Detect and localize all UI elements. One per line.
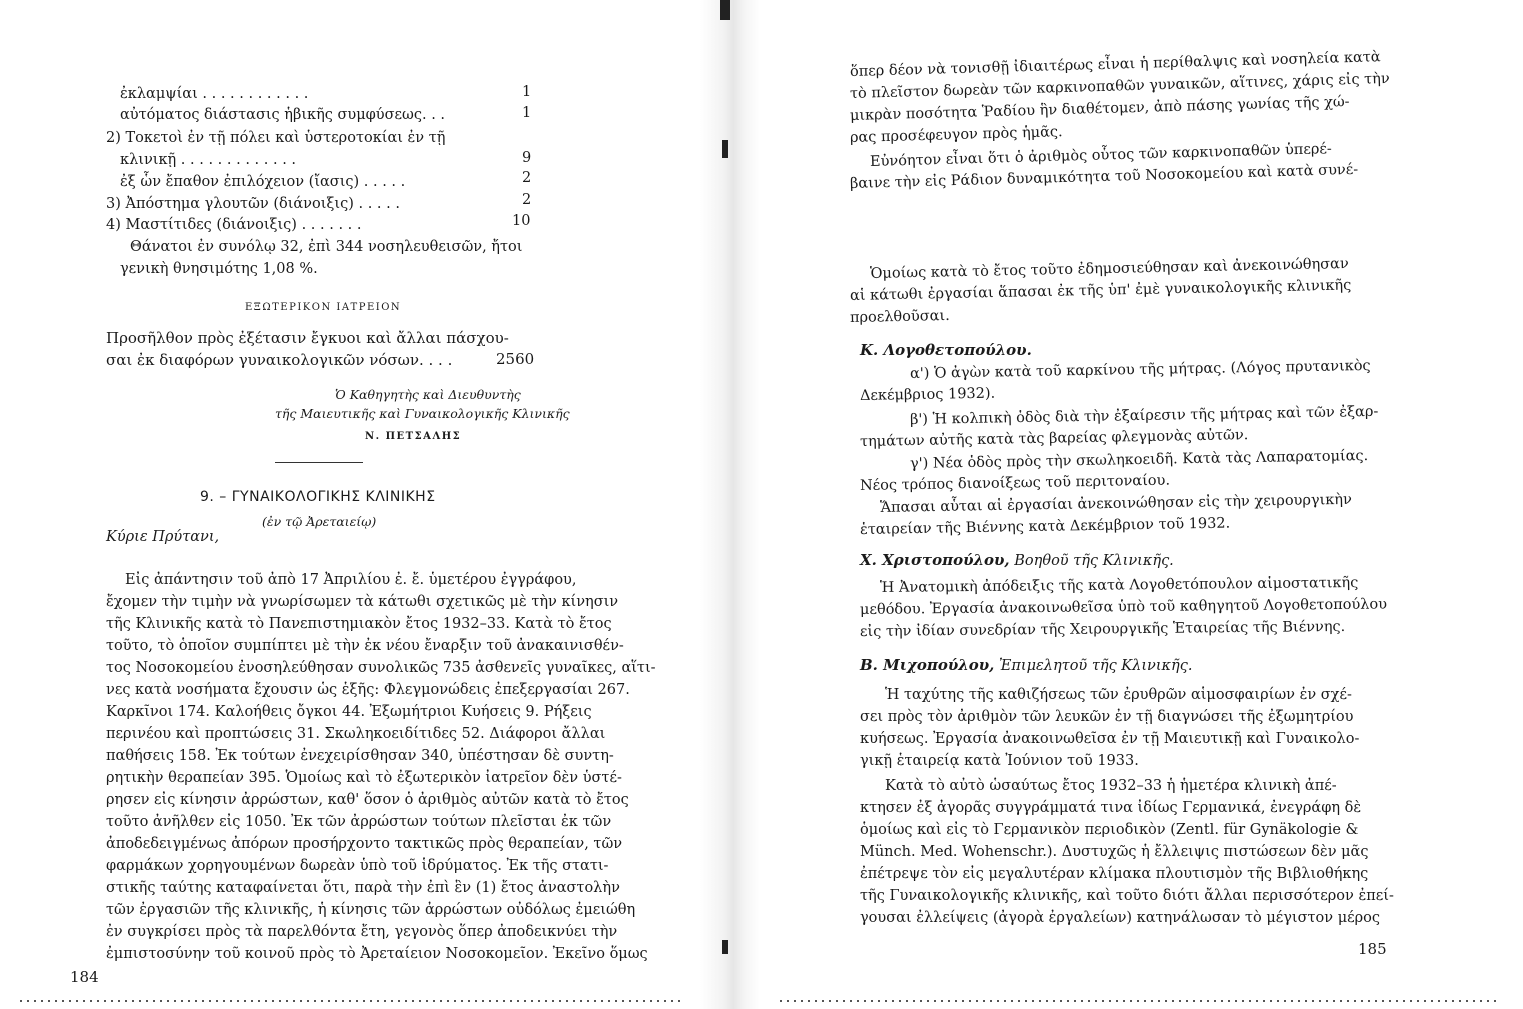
- list-item: κλινικῇ . . . . . . . . . . . . .: [120, 152, 297, 168]
- left-page: [0, 0, 700, 1009]
- list-item-count: 1: [522, 84, 532, 100]
- work-line: β') Ἡ κολπικὴ ὁδὸς διὰ τὴν ἐξαίρεσιν τῆς μήτρας καὶ τῶν ἐξαρ-: [909, 403, 1379, 428]
- author-heading: [860, 655, 1192, 676]
- list-item-count: 1: [522, 105, 532, 121]
- body-line: ρησεν εἰς κίνησιν ἀρρώστων, καθ' ὅσον ὁ ἀριθμὸς αὐτῶν κατὰ τὸ ἔτος: [106, 792, 629, 808]
- body-line: περινέου καὶ προπτώσεις 31. Σκωληκοειδίτιδες 52. Διάφοροι ἄλλαι: [106, 726, 606, 742]
- list-item: αὐτόματος διάστασις ἡβικῆς συμφύσεως. . .: [120, 107, 446, 123]
- page-number: 184: [70, 968, 99, 986]
- author-heading: [860, 550, 1174, 571]
- list-item: 2) Τοκετοὶ ἐν τῇ πόλει καὶ ὑστεροτοκίαι ἐν τῇ: [106, 130, 446, 146]
- work-line: τημάτων αὐτῆς κατὰ τὰς βαρείας φλεγμονὰς αὐτῶν.: [859, 427, 1249, 450]
- work-line: α') Ὁ ἀγὼν κατὰ τοῦ καρκίνου τῆς μήτρας. (Λόγος πρυτανικὸς: [909, 357, 1371, 382]
- body-line: τῆς Κλινικῆς κατὰ τὸ Πανεπιστημιακὸν ἔτος 1932–33. Κατὰ τὸ ἔτος: [106, 616, 612, 632]
- gutter-shadow-mark: [720, 0, 730, 20]
- signature-role: Ὁ Καθηγητὴς καὶ Διευθυντὴς: [335, 387, 521, 402]
- author-heading: Κ. Λογοθετοπούλου.: [860, 341, 1032, 359]
- list-item: ἐξ ὧν ἔπαθον ἐπιλόχειον (ἴασις) . . . . .: [120, 174, 406, 190]
- list-item-count: 2: [522, 170, 532, 186]
- salutation: Κύριε Πρύτανι,: [106, 529, 220, 545]
- body-line: ὁμοίως καὶ εἰς τὸ Γερμανικὸν περιοδικὸν (Zentl. für Gynäkologie &: [860, 822, 1359, 838]
- outpatient-line: Προσῆλθον πρὸς ἐξέτασιν ἔγκυοι καὶ ἄλλαι πάσχου-: [106, 329, 509, 347]
- body-line: ἐν συγκρίσει πρὸς τὰ παρελθόντα ἔτη, γεγονὸς ὅπερ ἀποδεικνύει τὴν: [106, 924, 618, 940]
- chapter-subtitle: (ἐν τῷ Ἀρεταιείῳ): [262, 514, 377, 529]
- work-line: κυήσεως. Ἐργασία ἀνακοινωθεῖσα ἐν τῇ Μαιευτικῇ καὶ Γυναικολο-: [860, 731, 1360, 747]
- section-title: ΕΞΩΤΕΡΙΚΟΝ ΙΑΤΡΕΙΟΝ: [245, 302, 402, 313]
- work-line: Νέος τρόπος διανοίξεως τοῦ περιτοναίου.: [859, 472, 1171, 494]
- body-line: ὅπερ δέον νὰ τονισθῇ ἰδιαιτέρως εἶναι ἡ περίθαλψις καὶ νοσηλεία κατὰ: [849, 49, 1381, 80]
- body-line: τοῦτο ἀνῆλθεν εἰς 1050. Ἐκ τῶν ἀρρώστων τούτων πλεῖσται ἐκ τῶν: [106, 814, 612, 830]
- body-line: νες κατὰ νοσήματα ἔχουσιν ὡς ἑξῆς: Φλεγμονώδεις ἐπεξεργασίαι 267.: [106, 682, 630, 698]
- body-line: Ὁμοίως κατὰ τὸ ἔτος τοῦτο ἐδημοσιεύθησαν καὶ ἀνεκοινώθησαν: [869, 255, 1349, 282]
- list-item: 3) Ἀπόστημα γλουτῶν (διάνοιξις) . . . . .: [106, 196, 400, 212]
- work-line: σει πρὸς τὸν ἀριθμὸν τῶν λευκῶν ἐν τῇ διαγνώσει τῆς ἐξωμητρίου: [860, 709, 1354, 725]
- body-line: τῶν ἐργασιῶν τῆς κλινικῆς, ἡ κίνησις τῶν ἀρρώστων οὐδόλως ἐμειώθη: [106, 902, 636, 918]
- body-line: βαινε τὴν εἰς Ράδιον δυναμικότητα τοῦ Νοσοκομείου καὶ κατὰ συνέ-: [849, 161, 1359, 192]
- summary-line: Θάνατοι ἐν συνόλῳ 32, ἐπὶ 344 νοσηλευθεισῶν, ἤτοι: [130, 239, 523, 255]
- outpatient-count: 2560: [496, 350, 535, 368]
- body-line: κτησεν ἐξ ἀγορᾶς συγγράμματά τινα ἰδίως Γερμανικά, ἐνεγράφη δὲ: [860, 800, 1362, 816]
- list-item: ἐκλαμψίαι . . . . . . . . . . . .: [120, 86, 309, 102]
- work-line: Ἅπασαι αὗται αἱ ἐργασίαι ἀνεκοινώθησαν εἰς τὴν χειρουργικὴν: [879, 491, 1353, 516]
- work-line: Ἡ Ἀνατομικὴ ἀπόδειξις τῆς κατὰ Λογοθετόπουλον αἱμοστατικῆς: [879, 574, 1359, 596]
- body-line: τοῦτο, τὸ ὁποῖον συμπίπτει μὲ τὴν ἐκ νέου ἔναρξιν τοῦ ἀνακαινισθέν-: [106, 638, 624, 654]
- body-line: μικρὰν ποσότητα Ῥαδίου ἣν διαθέτομεν, ἀπὸ πάσης γωνίας τῆς χώ-: [849, 94, 1350, 124]
- body-line: ἔχομεν τὴν τιμὴν νὰ γνωρίσωμεν τὰ κάτωθι σχετικῶς μὲ τὴν κίνησιν: [106, 594, 619, 610]
- author-name: Β. Μιχοπούλου,: [860, 656, 995, 674]
- body-line: Εὐνόητον εἶναι ὅτι ὁ ἀριθμὸς οὗτος τῶν καρκινοπαθῶν ὑπερέ-: [869, 141, 1333, 170]
- body-line: ἐπέτρεψε τὸν εἰς μεγαλυτέραν κλίμακα πλουτισμὸν τῆς Βιβλιοθήκης: [860, 866, 1369, 882]
- body-line: ρας προσέφευγον πρὸς ἡμᾶς.: [849, 124, 1063, 146]
- work-line: γ') Νέα ὁδὸς πρὸς τὴν σκωληκοειδῆ. Κατὰ τὰς Λαπαρατομίας.: [909, 448, 1369, 472]
- page-number: 185: [1358, 940, 1387, 958]
- work-line: μεθόδου. Ἐργασία ἀνακοινωθεῖσα ὑπὸ τοῦ καθηγητοῦ Λογοθετοπούλου: [859, 596, 1388, 618]
- body-line: Κατὰ τὸ αὐτὸ ὡσαύτως ἔτος 1932–33 ἡ ἡμετέρα κλινικὴ ἀπέ-: [885, 778, 1337, 794]
- body-line: Münch. Med. Wohenschr.). Δυστυχῶς ἡ ἔλλειψις πιστώσεων δὲν μᾶς: [860, 844, 1369, 860]
- list-item-count: 10: [512, 213, 531, 229]
- body-line: τῆς Γυναικολογικῆς κλινικῆς, καὶ τοῦτο διότι ἄλλαι περισσότερον ἐπεί-: [860, 888, 1394, 904]
- list-item-count: 2: [522, 192, 532, 208]
- summary-line: γενικὴ θνησιμότης 1,08 %.: [120, 261, 318, 277]
- list-item: 4) Μαστίτιδες (διάνοιξις) . . . . . . .: [106, 217, 362, 233]
- author-role: Βοηθοῦ τῆς Κλινικῆς.: [1014, 553, 1174, 569]
- body-line: Εἰς ἀπάντησιν τοῦ ἀπὸ 17 Ἀπριλίου ἐ. ἔ. ὑμετέρου ἐγγράφου,: [125, 572, 577, 588]
- scan-edge: [20, 1000, 680, 1002]
- work-line: Ἡ ταχύτης τῆς καθιζήσεως τῶν ἐρυθρῶν αἱμοσφαιρίων ἐν σχέ-: [885, 687, 1352, 703]
- scan-edge: [780, 1000, 1500, 1002]
- work-line: εἰς τὴν ἰδίαν συνεδρίαν τῆς Χειρουργικῆς Ἑταιρείας τῆς Βιέννης.: [859, 618, 1346, 640]
- signature-name: Ν. ΠΕΤΣΑΛΗΣ: [365, 431, 462, 442]
- body-line: τὸ πλεῖστον δωρεὰν τῶν καρκινοπαθῶν γυναικῶν, αἵτινες, χάρις εἰς τὴν: [849, 70, 1390, 102]
- author-role: Ἐπιμελητοῦ τῆς Κλινικῆς.: [999, 658, 1193, 674]
- divider: [275, 462, 363, 463]
- gutter-shadow-mark: [722, 940, 728, 954]
- book-gutter: [700, 0, 760, 1009]
- body-line: αἱ κάτωθι ἐργασίαι ἅπασαι ἐκ τῆς ὑπ' ἐμὲ γυναικολογικῆς κλινικῆς: [849, 277, 1352, 304]
- body-line: προελθοῦσαι.: [849, 307, 950, 326]
- signature-role: τῆς Μαιευτικῆς καὶ Γυναικολογικῆς Κλινικῆς: [275, 406, 570, 421]
- body-line: τος Νοσοκομείου ἐνοσηλεύθησαν συνολικῶς 735 ἀσθενεῖς γυναῖκες, αἵτι-: [106, 660, 656, 676]
- work-line: Δεκέμβριος 1932).: [859, 385, 996, 404]
- body-line: γουσαι ἐλλείψεις (ἀγορὰ ἐργαλείων) κατηνάλωσαν τὸ μέγιστον μέρος: [860, 910, 1381, 926]
- body-line: στικῆς ταύτης καταφαίνεται ὅτι, παρὰ τὴν ἐπὶ ἓν (1) ἔτος ἀναστολὴν: [106, 880, 620, 896]
- list-item-count: 9: [522, 150, 532, 166]
- gutter-shadow-mark: [722, 140, 728, 158]
- right-page: [760, 0, 1523, 1009]
- work-line: γικῇ ἑταιρείᾳ κατὰ Ἰούνιον τοῦ 1933.: [860, 753, 1139, 769]
- body-line: φαρμάκων χορηγουμένων δωρεὰν ὑπὸ τοῦ ἱδρύματος. Ἐκ τῆς στατι-: [106, 858, 609, 874]
- chapter-title: 9. – ΓΥΝΑΙΚΟΛΟΓΙΚΗΣ ΚΛΙΝΙΚΗΣ: [200, 489, 436, 505]
- body-line: ρητικὴν θεραπείαν 395. Ὁμοίως καὶ τὸ ἐξωτερικὸν ἰατρεῖον δὲν ὑστέ-: [106, 770, 622, 786]
- author-name: Χ. Χριστοπούλου,: [860, 551, 1010, 569]
- outpatient-line: σαι ἐκ διαφόρων γυναικολογικῶν νόσων. . . .: [106, 351, 453, 369]
- work-line: ἑταιρείαν τῆς Βιέννης κατὰ Δεκέμβριον τοῦ 1932.: [859, 515, 1231, 538]
- body-line: παθήσεις 158. Ἐκ τούτων ἐνεχειρίσθησαν 340, ὑπέστησαν δὲ συντη-: [106, 748, 614, 764]
- body-line: Καρκῖνοι 174. Καλοήθεις ὄγκοι 44. Ἐξωμήτριοι Κυήσεις 9. Ρήξεις: [106, 704, 592, 720]
- body-line: ἀποδεδειγμένως ἀπόρων προσήρχοντο τακτικῶς πρὸς θεραπείαν, τῶν: [106, 836, 623, 852]
- body-line: ἐμπιστοσύνην τοῦ κοινοῦ πρὸς τὸ Ἀρεταίειον Νοσοκομεῖον. Ἐκεῖνο ὅμως: [106, 946, 648, 962]
